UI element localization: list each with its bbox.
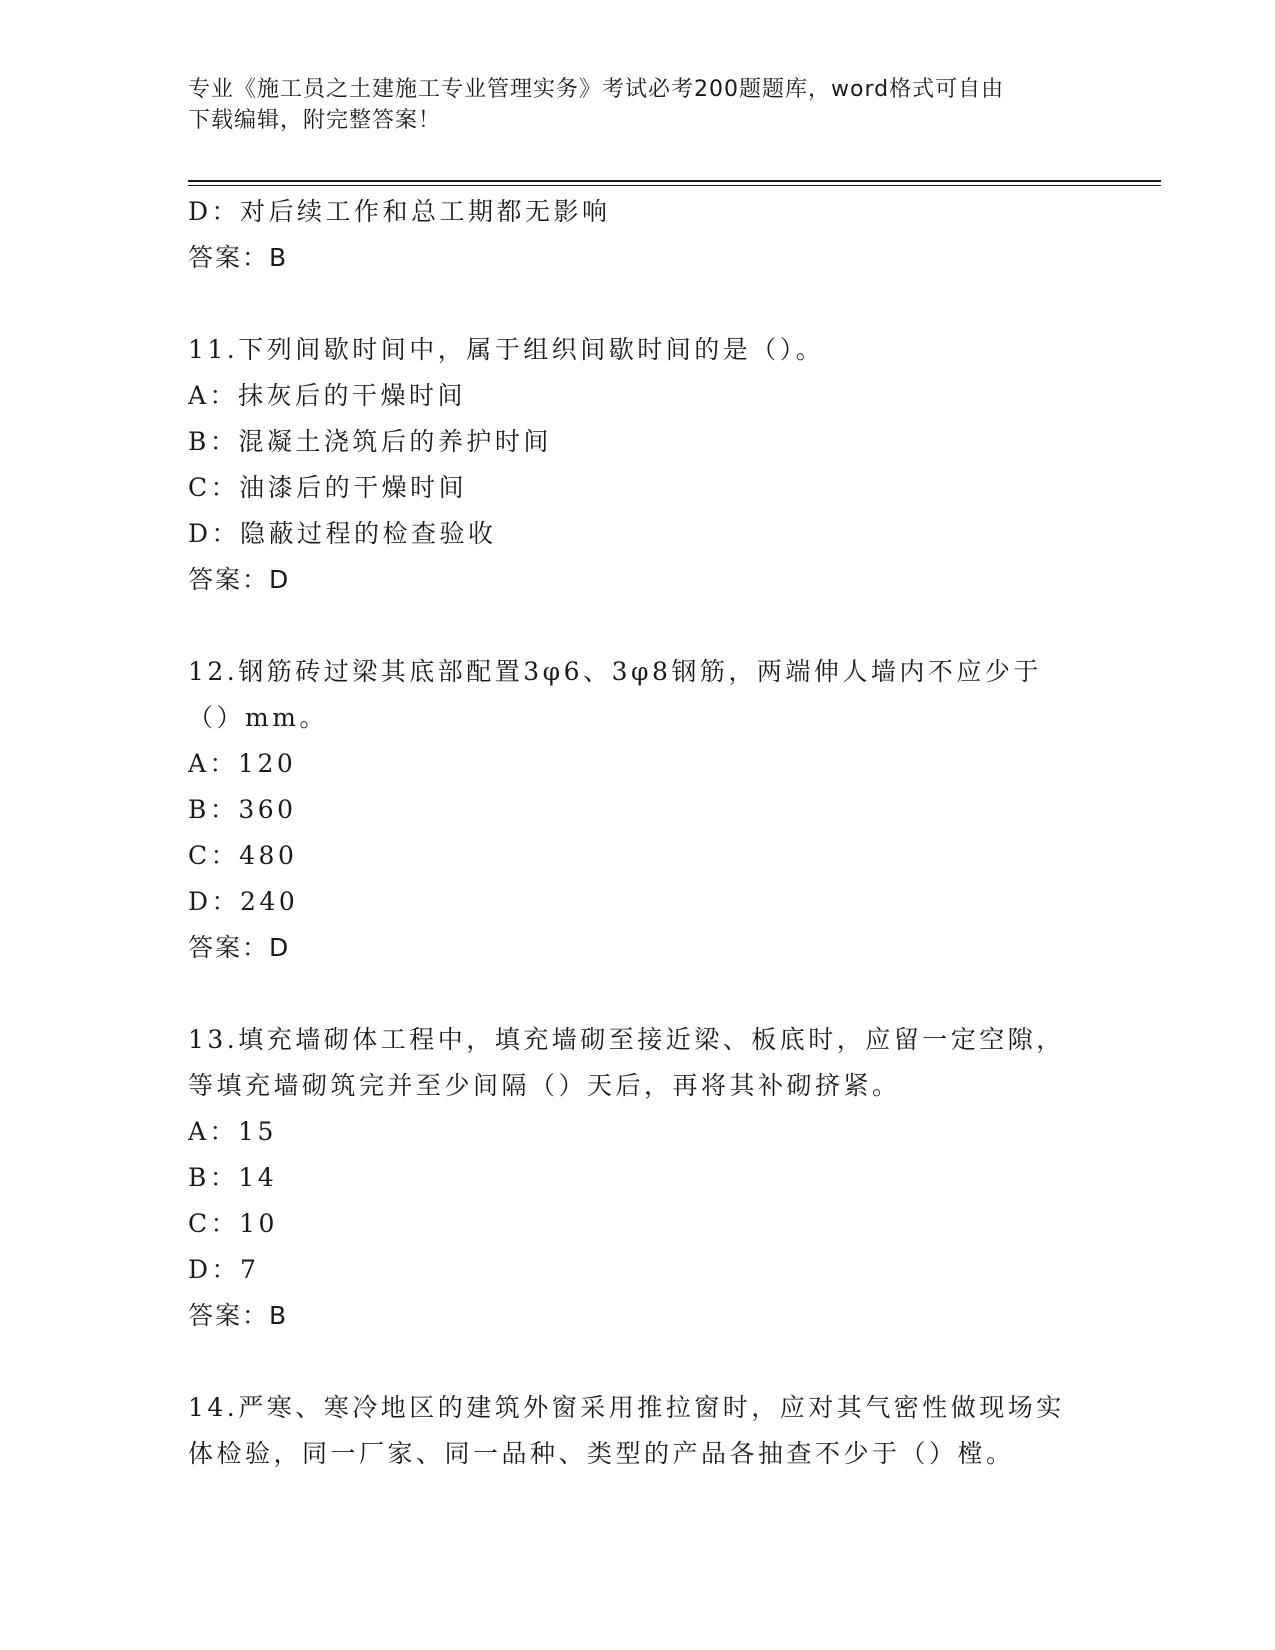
spacer — [188, 1339, 1088, 1385]
header-rule-thin — [188, 185, 1161, 186]
question-stem: 11.下列间歇时间中，属于组织间歇时间的是（）。 — [188, 335, 825, 364]
prev-answer: 答案：B — [188, 243, 289, 272]
question-stem-line-1: 12.钢筋砖过梁其底部配置3φ6、3φ8钢筋，两端伸人墙内不应少于 — [188, 657, 1042, 686]
question-11 — [188, 327, 1088, 603]
question-stem-line-2: 体检验，同一厂家、同一品种、类型的产品各抽查不少于（）樘。 — [188, 1439, 1015, 1468]
prev-option-d: D：对后续工作和总工期都无影响 — [188, 197, 611, 226]
option-b: B：360 — [188, 795, 297, 824]
spacer — [188, 281, 1088, 327]
option-d: D：隐蔽过程的检查验收 — [188, 519, 497, 548]
option-b: B：14 — [188, 1163, 278, 1192]
header-line-2: 下载编辑，附完整答案！ — [188, 108, 442, 133]
question-13 — [188, 1017, 1088, 1339]
question-stem-line-1: 14.严寒、寒冷地区的建筑外窗采用推拉窗时，应对其气密性做现场实 — [188, 1393, 1065, 1422]
option-c: C：10 — [188, 1209, 278, 1238]
spacer — [188, 603, 1088, 649]
answer: 答案：B — [188, 1301, 289, 1330]
question-14 — [188, 1385, 1088, 1477]
question-stem-line-2: （）mm。 — [188, 703, 328, 732]
page-header — [188, 74, 1088, 136]
option-a: A：120 — [188, 749, 297, 778]
question-stem-line-1: 13.填充墙砌体工程中，填充墙砌至接近梁、板底时，应留一定空隙， — [188, 1025, 1065, 1054]
option-c: C：油漆后的干燥时间 — [188, 473, 468, 502]
option-a: A：抹灰后的干燥时间 — [188, 381, 467, 410]
question-content — [188, 189, 1088, 1477]
spacer — [188, 971, 1088, 1017]
question-stem-line-2: 等填充墙砌筑完并至少间隔（）天后，再将其补砌挤紧。 — [188, 1071, 901, 1100]
option-a: A：15 — [188, 1117, 277, 1146]
option-d: D：7 — [188, 1255, 260, 1284]
answer: 答案：D — [188, 565, 291, 594]
option-c: C：480 — [188, 841, 298, 870]
answer: 答案：D — [188, 933, 291, 962]
header-line-1: 专业《施工员之土建施工专业管理实务》考试必考200题题库，word格式可自由 — [188, 77, 1005, 102]
option-d: D：240 — [188, 887, 299, 916]
question-12 — [188, 649, 1088, 971]
option-b: B：混凝土浇筑后的养护时间 — [188, 427, 552, 456]
header-rule-thick — [188, 180, 1161, 182]
